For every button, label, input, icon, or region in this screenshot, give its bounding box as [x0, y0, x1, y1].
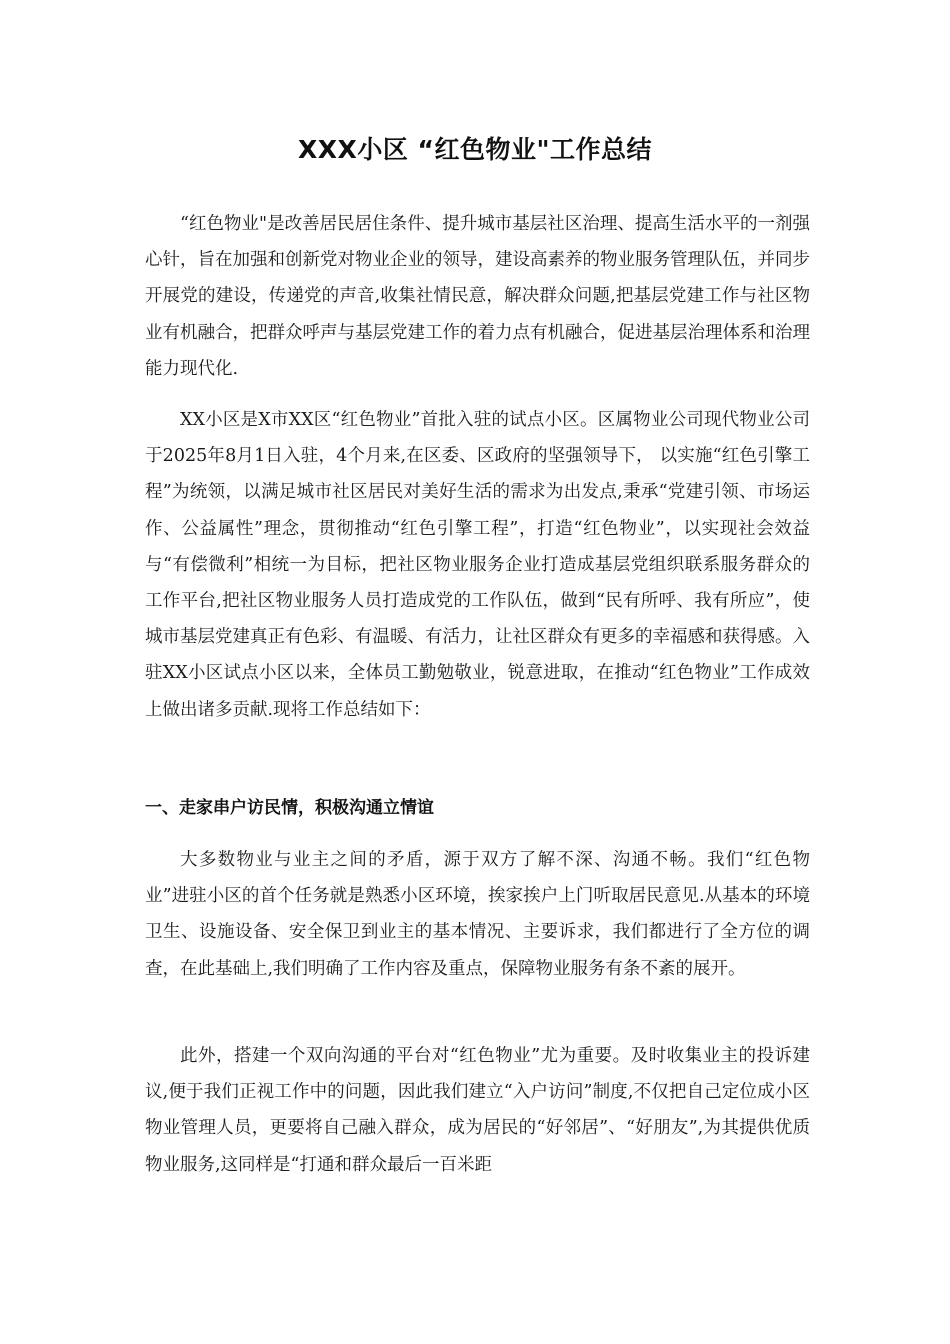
- section1-paragraph-block-2: [145, 1038, 810, 1183]
- paragraph-background: XX小区是X市XX区“红色物业”首批入驻的试点小区。区属物业公司现代物业公司于2025年8月1日入驻，4个月来,在区委、区政府的坚强领导下， 以实施“红色引擎工程”为统领，以满足城市社区居民对美好生活的需求为出发点,秉承“党建引领、市场运作、公益属性”理念，贯彻推动“红色引擎工程”，打造“红色物业”，以实现社会效益与“有偿微利”相统一为目标，把社区物业服务企业打造成基层党组织联系服务群众的工作平台,把社区物业服务人员打造成党的工作队伍，做到“民有所呼、我有所应”，使城市基层党建真正有色彩、有温暖、有活力，让社区群众有更多的幸福感和获得感。入驻XX小区试点小区以来，全体员工勤勉敬业，锐意进取，在推动“红色物业”工作成效上做出诸多贡献.现将工作总结如下：: [145, 410, 810, 720]
- section1-paragraph-block-1: [145, 842, 810, 987]
- background-paragraph-block: [145, 402, 810, 728]
- paragraph-intro: “红色物业"是改善居民居住条件、提升城市基层社区治理、提高生活水平的一剂强心针，旨在加强和创新党对物业企业的领导，建设高素养的物业服务管理队伍，并同步开展党的建设，传递党的声音,收集社情民意，解决群众问题,把基层党建工作与社区物业有机融合，把群众呼声与基层党建工作的着力点有机融合，促进基层治理体系和治理能力现代化.: [145, 214, 810, 379]
- intro-paragraph-block: [145, 206, 810, 387]
- paragraph-section1-communication: 大多数物业与业主之间的矛盾，源于双方了解不深、沟通不畅。我们“红色物业”进驻小区的首个任务就是熟悉小区环境，挨家挨户上门听取居民意见.从基本的环境卫生、设施设备、安全保卫到业主的基本情况、主要诉求，我们都进行了全方位的调查，在此基础上,我们明确了工作内容及重点，保障物业服务有条不紊的展开。: [145, 850, 810, 979]
- section-heading-1: 一、走家串户访民情，积极沟通立情谊: [145, 798, 434, 818]
- document-title: XXX小区 “红色物业"工作总结: [298, 135, 652, 164]
- paragraph-section1-platform: 此外，搭建一个双向沟通的平台对“红色物业”尤为重要。及时收集业主的投诉建议,便于我们正视工作中的问题，因此我们建立“入户访问”制度,不仅把自己定位成小区物业管理人员，更要将自己融入群众，成为居民的“好邻居”、“好朋友”,为其提供优质物业服务,这同样是“打通和群众最后一百米距: [145, 1046, 810, 1175]
